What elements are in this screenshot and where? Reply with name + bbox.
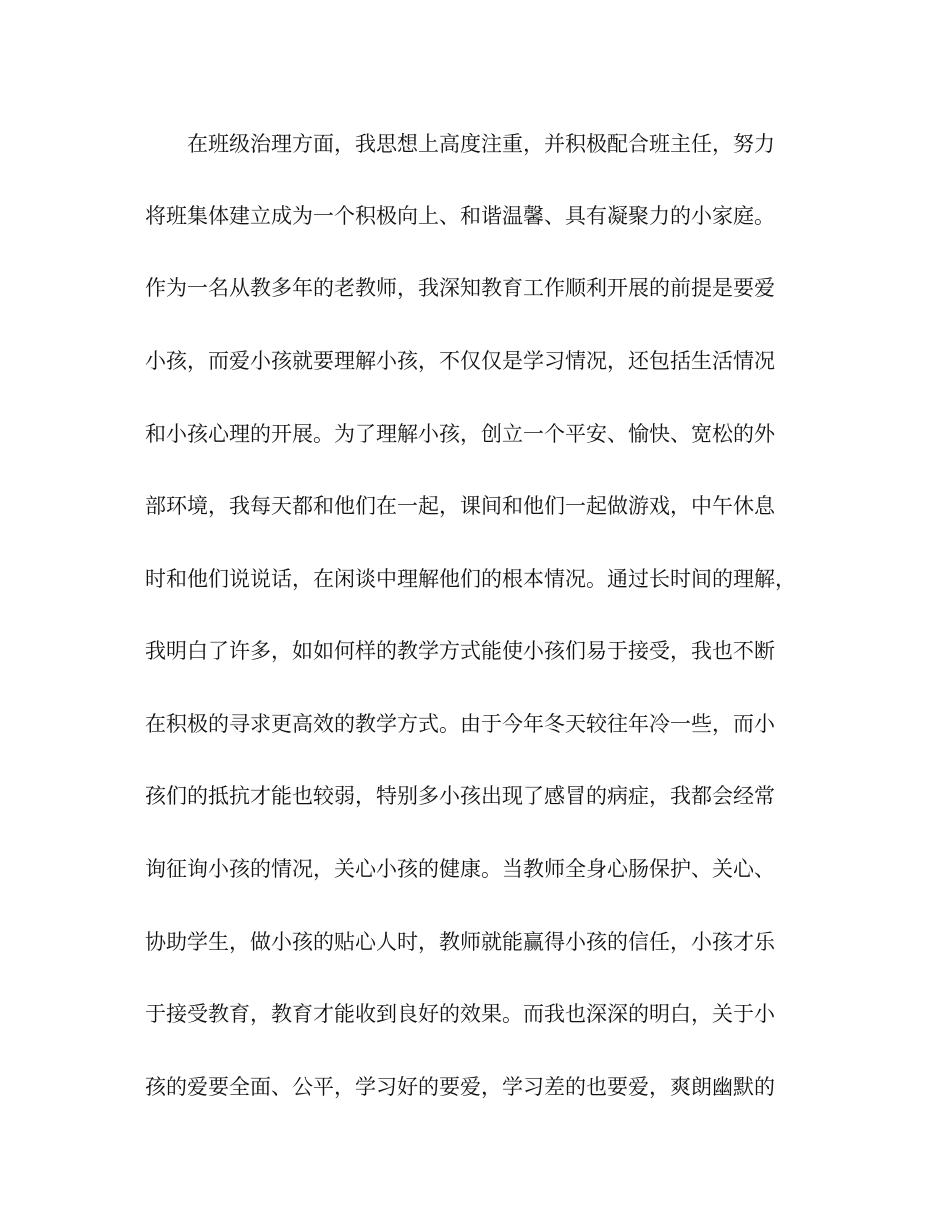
text-line: 将班集体建立成为一个积极向上、和谐温馨、具有凝聚力的小家庭。 — [145, 204, 775, 228]
text-line: 作为一名从教多年的老教师，我深知教育工作顺利开展的前提是要爱 — [145, 276, 775, 300]
text-line: 于接受教育，教育才能收到良好的效果。而我也深深的明白，关于小 — [145, 1002, 775, 1026]
text-line: 孩们的抵抗才能也较弱，特别多小孩出现了感冒的病症，我都会经常 — [145, 784, 775, 808]
text-line: 小孩，而爱小孩就要理解小孩，不仅仅是学习情况，还包括生活情况 — [145, 349, 775, 373]
text-line: 在班级治理方面，我思想上高度注重，并积极配合班主任，努力 — [187, 132, 775, 156]
text-line: 和小孩心理的开展。为了理解小孩，创立一个平安、愉快、宽松的外 — [145, 422, 775, 446]
text-line: 孩的爱要全面、公平，学习好的要爱，学习差的也要爱，爽朗幽默的 — [145, 1075, 775, 1099]
text-line: 在积极的寻求更高效的教学方式。由于今年冬天较往年冷一些，而小 — [145, 712, 775, 736]
text-line: 时和他们说说话，在闲谈中理解他们的根本情况。通过长时间的理解， — [145, 567, 796, 591]
text-line: 询征询小孩的情况，关心小孩的健康。当教师全身心肠保护、关心、 — [145, 857, 775, 881]
text-line: 我明白了许多，如如何样的教学方式能使小孩们易于接受，我也不断 — [145, 639, 775, 663]
text-line: 部环境，我每天都和他们在一起，课间和他们一起做游戏，中午休息 — [145, 494, 775, 518]
text-line: 协助学生，做小孩的贴心人时，教师就能赢得小孩的信任，小孩才乐 — [145, 930, 775, 954]
